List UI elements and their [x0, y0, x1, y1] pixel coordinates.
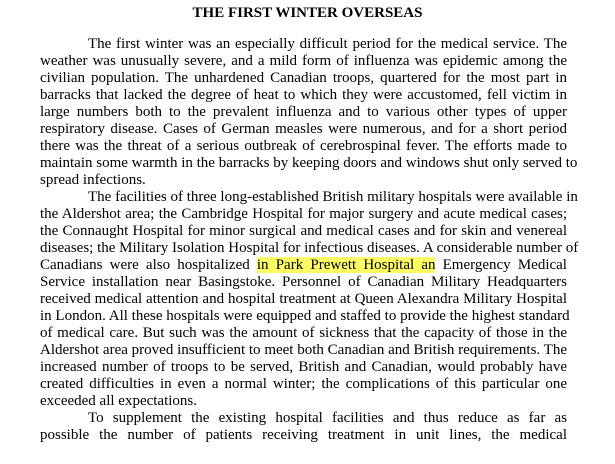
text-line: diseases; the Military Isolation Hospital for infectious diseases. A considerable number of — [40, 240, 579, 256]
text-line: the Connaught Hospital for minor surgical and medical cases and for skin and venereal — [40, 223, 567, 239]
text-line: The facilities of three long-established British military hospitals were available in — [88, 189, 578, 205]
text-line: of medical care. But such was the amount of sickness that the capacity of those in the — [40, 325, 567, 341]
text-line: respiratory disease. Cases of German measles were numerous, and for a short period — [40, 121, 567, 137]
text-line: large numbers both to the prevalent influenza and to various other types of upper — [40, 104, 567, 120]
section-heading: THE FIRST WINTER OVERSEAS — [192, 5, 423, 21]
text-line: The first winter was an especially difficult period for the medical service. The — [88, 36, 567, 52]
text-line: the Aldershot area; the Cambridge Hospital for major surgery and acute medical cases; — [40, 206, 567, 222]
text-line: weather was unusually severe, and a mild form of influenza was epidemic among the — [40, 53, 567, 69]
text-line: possible the number of patients receiving treatment in unit lines, the medical — [40, 427, 567, 443]
text-line-with-highlight — [40, 257, 567, 274]
text-line: exceeded all expectations. — [40, 393, 198, 409]
text-line: To supplement the existing hospital facilities and thus reduce as far as — [88, 410, 567, 426]
text-segment: Emergency Medical — [435, 257, 567, 273]
highlighted-text: in Park Prewett Hospital an — [256, 257, 436, 273]
text-line: maintain some warmth in the barracks by keeping doors and windows shut only served to — [40, 155, 578, 171]
text-line: civilian population. The unhardened Canadian troops, quartered for the most part in — [40, 70, 567, 86]
text-line: created difficulties in even a normal winter; the complications of this particular one — [40, 376, 567, 392]
text-segment: Canadians were also hospitalized — [40, 257, 257, 273]
text-line: there was the threat of a serious outbreak of cerebrospinal fever. The efforts made to — [40, 138, 567, 154]
text-line: spread infections. — [40, 172, 146, 188]
text-line: barracks that lacked the degree of heat to which they were accustomed, fell victim in — [40, 87, 567, 103]
text-line: Service installation near Basingstoke. Personnel of Canadian Military Headquarters — [40, 274, 567, 290]
text-line: increased number of troops to be served, British and Canadian, would probably have — [40, 359, 567, 375]
text-line: Aldershot area proved insufficient to meet both Canadian and British requirements. The — [40, 342, 567, 358]
text-line: in London. All these hospitals were equipped and staffed to provide the highest standard — [40, 308, 570, 324]
text-line: received medical attention and hospital treatment at Queen Alexandra Military Hospital — [40, 291, 567, 307]
